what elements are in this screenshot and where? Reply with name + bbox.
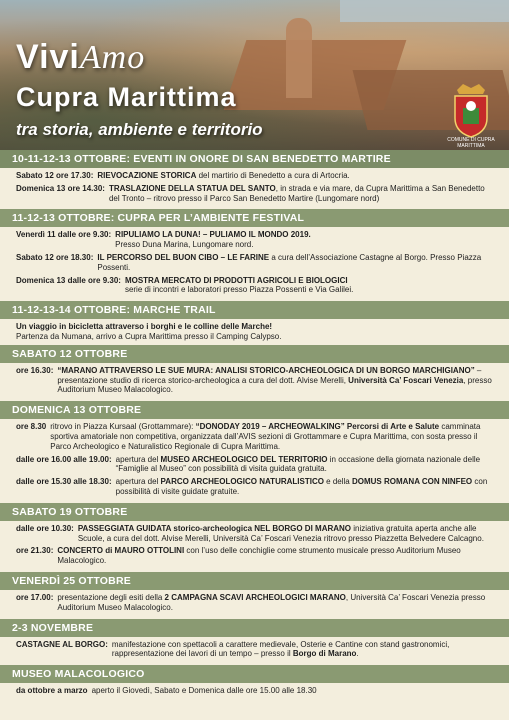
section-header: DOMENICA 13 OTTOBRE [0,401,509,419]
event-row: dalle ore 15.30 alle 18.30: apertura del PARCO ARCHEOLOGICO NATURALISTICO e della DOMUS ROMANA CON NINFEO con possibilità di visite guidate gratuite. [16,477,488,496]
section-body [0,419,509,503]
section-header: MUSEO MALACOLOGICO [0,665,509,683]
section-header: SABATO 12 OTTOBRE [0,345,509,363]
event-time: Domenica 13 ore 14.30: [16,183,105,193]
title-vivi-amo: ViviAmo [16,38,146,76]
event-row: Domenica 13 dalle ore 9.30: MOSTRA MERCATO DI PRODOTTI AGRICOLI E BIOLOGICI serie di incontri e laboratori presso Piazza Possenti e Via Galilei. [16,275,354,295]
event-row: ore 8.30 ritrovo in Piazza Kursaal (Grottammare): “DONODAY 2019 – ARCHEOWALKING” Percorsi di Arte e Salute camminata sportiva amatoriale non competitiva, organizzata dall’AVIS sezioni di Grottammare e Cupra Marittima, con sosta presso il Parco Archeologico e Naturalistico Regionale di Cupra Marittima. [16,422,481,451]
coat-of-arms-icon [451,84,491,138]
event-time: Sabato 12 ore 17.30: [16,171,94,180]
event-row: dalle ore 16.00 alle 19.00: apertura del MUSEO ARCHEOLOGICO DEL TERRITORIO in occasione della giornata nazionale delle “Famiglie al Museo” con possibilità di visita guidata gratuita. [16,454,481,474]
event-row: Sabato 12 ore 17.30: RIEVOCAZIONE STORICA del martirio di Benedetto a cura di Artocria. [16,171,350,180]
section-header: 2-3 NOVEMBRE [0,619,509,637]
section-body [0,590,509,619]
event-row: Venerdì 11 dalle ore 9.30: RIPULIAMO LA DUNA! – PULIAMO IL MONDO 2019. Presso Duna Marina, Lungomare nord. [16,230,311,250]
section-header: SABATO 19 OTTOBRE [0,503,509,521]
section-body [0,319,509,345]
trail-headline: Un viaggio in bicicletta attraverso i borghi e le colline delle Marche! [16,322,273,332]
section-body [0,683,509,702]
section-header: VENERDÌ 25 OTTOBRE [0,572,509,590]
hero-banner [0,0,509,150]
title-town: Cupra Marittima [16,82,237,112]
event-row: Domenica 13 ore 14.30: TRASLAZIONE DELLA STATUA DEL SANTO, in strada e via mare, da Cupra Marittima a San Benedetto del Tronto – ritrovo presso il Parco San Benedetto Martire (Lungomare nord) [16,183,485,203]
section-body [0,168,509,209]
crest-label: COMUNE DI CUPRA MARITTIMA [447,137,495,149]
event-row: ore 16.30: “MARANO ATTRAVERSO LE SUE MURA: ANALISI STORICO-ARCHEOLOGICA DI UN BORGO MARCHIGIANO” – presentazione studio di ricerca storico-archeologica a cura del dott. Alvise Merelli, Università Ca’ Foscari Venezia, presso Auditorium Museo Malacologico. [16,365,492,395]
event-row: ore 17.00: presentazione degli esiti della 2 CAMPAGNA SCAVI ARCHEOLOGICI MARANO, Università Ca’ Foscari Venezia presso Auditorium Museo Malacologico. [16,592,486,612]
program-list [0,150,509,702]
event-row: CASTAGNE AL BORGO: manifestazione con spettacoli a carattere medievale, Osterie e Cantine con stand gastronomici, rappresentazione dei lavori di un tempo – presso il Borgo di Marano. [16,639,450,659]
event-row: da ottobre a marzo aperto il Giovedì, Sabato e Domenica dalle ore 15.00 alle 18.30 [16,686,317,696]
section-header: 11-12-13-14 OTTOBRE: MARCHE TRAIL [0,301,509,319]
bell-tower-shape [286,18,312,98]
trail-text: Partenza da Numana, arrivo a Cupra Marittima presso il Camping Calypso. [16,331,282,341]
section-body [0,637,509,666]
section-body [0,227,509,301]
subtitle: tra storia, ambiente e territorio [16,120,263,139]
event-row: Sabato 12 ore 18.30: IL PERCORSO DEL BUON CIBO – LE FARINE a cura dell’Associazione Castagne al Borgo. Presso Piazza Possenti. [16,252,482,272]
section-body [0,521,509,572]
section-header: 11-12-13 OTTOBRE: CUPRA PER L’AMBIENTE FESTIVAL [0,209,509,227]
event-row: ore 21.30: CONCERTO di MAURO OTTOLINI con l’uso delle conchiglie come strumento musicale presso Auditorium Museo Malacologico. [16,546,461,566]
event-row: dalle ore 10.30: PASSEGGIATA GUIDATA storico-archeologica NEL BORGO DI MARANO iniziativa gratuita aperta anche alle Scuole, a cura del dott. Alvise Merelli, Università Ca’ Foscari Venezia ritrovo presso Piazzetta Belvedere Calcagno. [16,523,484,543]
section-header: 10-11-12-13 OTTOBRE: EVENTI IN ONORE DI SAN BENEDETTO MARTIRE [0,150,509,168]
section-body [0,363,509,401]
sea-strip [340,0,509,22]
